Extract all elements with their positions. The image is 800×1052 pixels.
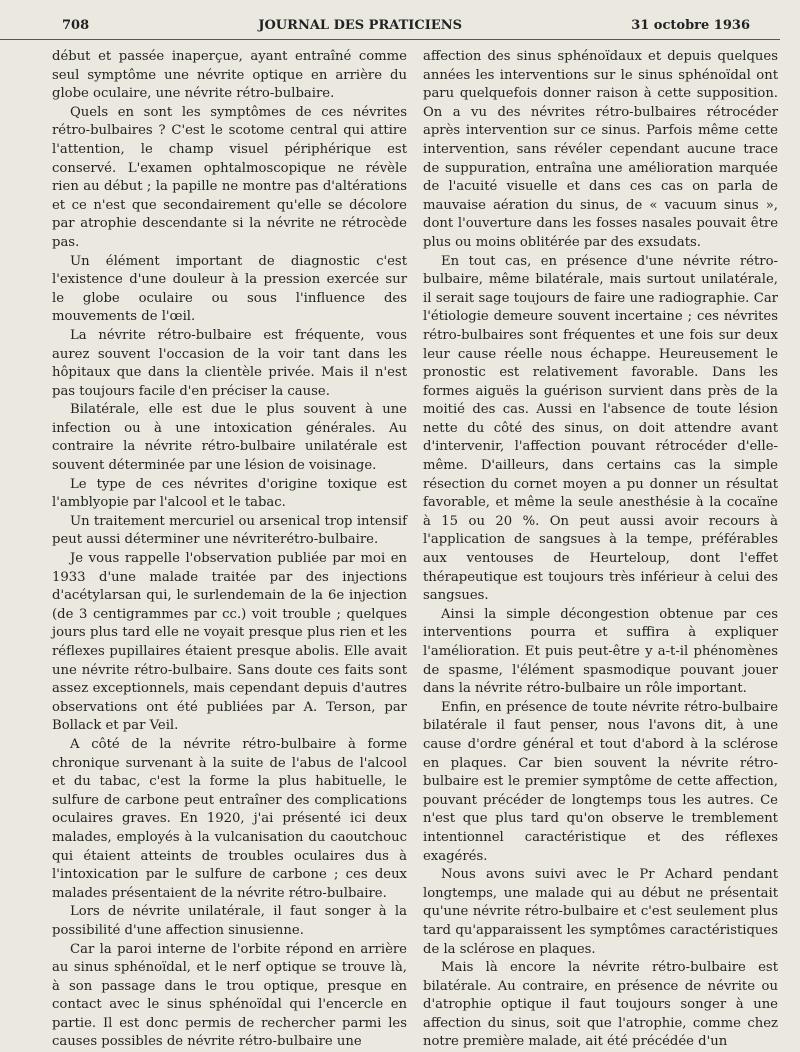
paragraph: Quels en sont les symptômes de ces névrites rétro-bulbaires ? C'est le scotome central qui attire l'attention, le champ visuel périphérique est conservé. L'examen ophtalmoscopique ne révèle rien au début ; la papille ne montre pas d'altérations et ce n'est que secondairement qu'elle se décolore par atrophie descendante si la névrite ne rétrocède pas. [52, 104, 407, 253]
paragraph: Enfin, en présence de toute névrite rétro-bulbaire bilatérale il faut penser, nous l'avons dit, à une cause d'ordre général et tout d'abord à la sclérose en plaques. Car bien souvent la névrite rétro-bulbaire est le premier symptôme de cette affection, pouvant précéder de longtemps tous les autres. Ce n'est que plus tard qu'on observe le tremblement intentionnel caractéristique et des réflexes exagérés. [423, 699, 778, 866]
paragraph: début et passée inaperçue, ayant entraîné comme seul symptôme une névrite optique en arrière du globe oculaire, une névrite rétro-bulbaire. [52, 48, 407, 104]
paragraph: En tout cas, en présence d'une névrite rétro-bulbaire, même bilatérale, mais surtout unilatérale, il serait sage toujours de faire une radiographie. Car l'étiologie demeure souvent incertaine ; ces névrites rétro-bulbaires sont fréquentes et une fois sur deux leur cause réelle nous échappe. Heureusement le pronostic est relativement favorable. Dans les formes aiguës la guérison survient dans près de la moitié des cas. Aussi en l'absence de toute lésion nette du côté des sinus, on doit attendre avant d'intervenir, l'affection pouvant rétrocéder d'elle-même. D'ailleurs, dans certains cas la simple résection du cornet moyen a pu donner un résultat favorable, et même la seule anesthésie à la cocaïne à 15 ou 20 %. On peut aussi avoir recours à l'application de sangsues à la tempe, préférables aux ventouses de Heurteloup, dont l'effet thérapeutique est toujours très inférieur à celui des sangsues. [423, 253, 778, 606]
paragraph: Un élément important de diagnostic c'est l'existence d'une douleur à la pression exercée sur le globe oculaire ou sous l'influence des mouvements de l'œil. [52, 253, 407, 327]
paragraph: Je vous rappelle l'observation publiée par moi en 1933 d'une malade traitée par des injections d'acétylarsan qui, le surlendemain de la 6e injection (de 3 centigrammes par cc.) voit trouble ; quelques jours plus tard elle ne voyait presque plus rien et les réflexes pupillaires étaient presque abolis. Elle avait une névrite rétro-bulbaire. Sans doute ces faits sont assez exceptionnels, mais cependant depuis d'autres observations ont été publiées par A. Terson, par Bollack et par Veil. [52, 550, 407, 736]
journal-title: JOURNAL DES PRATICIENS [258, 18, 462, 33]
paragraph: Lors de névrite unilatérale, il faut songer à la possibilité d'une affection sinusienne. [52, 903, 407, 940]
paragraph: A côté de la névrite rétro-bulbaire à forme chronique survenant à la suite de l'abus de l'alcool et du tabac, c'est la forme la plus habituelle, le sulfure de carbone peut entraîner des complications oculaires graves. En 1920, j'ai présenté ici deux malades, employés à la vulcanisation du caoutchouc qui étaient atteints de troubles oculaires dus à l'intoxication par le sulfure de carbone ; ces deux malades présentaient de la névrite rétro-bulbaire. [52, 736, 407, 903]
paragraph: Ainsi la simple décongestion obtenue par ces interventions pourra et suffira à expliquer l'amélioration. Et puis peut-être y a-t-il phénomènes de spasme, l'élément spasmodique pouvant jouer dans la névrite rétro-bulbaire un rôle important. [423, 606, 778, 699]
paragraph: Car la paroi interne de l'orbite répond en arrière au sinus sphénoïdal, et le nerf optique se trouve là, à son passage dans le trou optique, presque en contact avec le sinus sphénoïdal qui l'encercle en partie. Il est donc permis de rechercher parmi les causes possibles de névrite rétro-bulbaire une [52, 941, 407, 1052]
left-column [52, 48, 407, 1052]
running-header [0, 0, 780, 40]
paragraph: Bilatérale, elle est due le plus souvent à une infection ou à une intoxication générales. Au contraire la névrite rétro-bulbaire unilatérale est souvent déterminée par une lésion de voisinage. [52, 401, 407, 475]
paragraph: Nous avons suivi avec le Pr Achard pendant longtemps, une malade qui au début ne présentait qu'une névrite rétro-bulbaire et c'est seulement plus tard qu'apparaissent les symptômes caractéristiques de la sclérose en plaques. [423, 866, 778, 959]
paragraph: affection des sinus sphénoïdaux et depuis quelques années les interventions sur le sinus sphénoïdal ont paru quelquefois donner raison à cette supposition. On a vu des névrites rétro-bulbaires rétrocéder après intervention sur ce sinus. Parfois même cette intervention, sans révéler cependant aucune trace de suppuration, entraîna une amélioration marquée de l'acuité visuelle et dans ces cas on parla de mauvaise aération du sinus, de « vacuum sinus », dont l'ouverture dans les fosses nasales pouvait être plus ou moins oblitérée par des exsudats. [423, 48, 778, 253]
paragraph: Le type de ces névrites d'origine toxique est l'amblyopie par l'alcool et le tabac. [52, 476, 407, 513]
issue-date: 31 octobre 1936 [631, 18, 750, 33]
page-number: 708 [62, 18, 89, 33]
paragraph: Mais là encore la névrite rétro-bulbaire est bilatérale. Au contraire, en présence de névrite ou d'atrophie optique il faut toujours songer à une affection du sinus, soit que l'atrophie, comme chez notre première malade, ait été précédée d'un [423, 959, 778, 1052]
right-column [423, 48, 778, 1052]
paragraph: La névrite rétro-bulbaire est fréquente, vous aurez souvent l'occasion de la voir tant dans les hôpitaux que dans la clientèle privée. Mais il n'est pas toujours facile d'en préciser la cause. [52, 327, 407, 401]
paragraph: Un traitement mercuriel ou arsenical trop intensif peut aussi déterminer une névriterétro-bulbaire. [52, 513, 407, 550]
